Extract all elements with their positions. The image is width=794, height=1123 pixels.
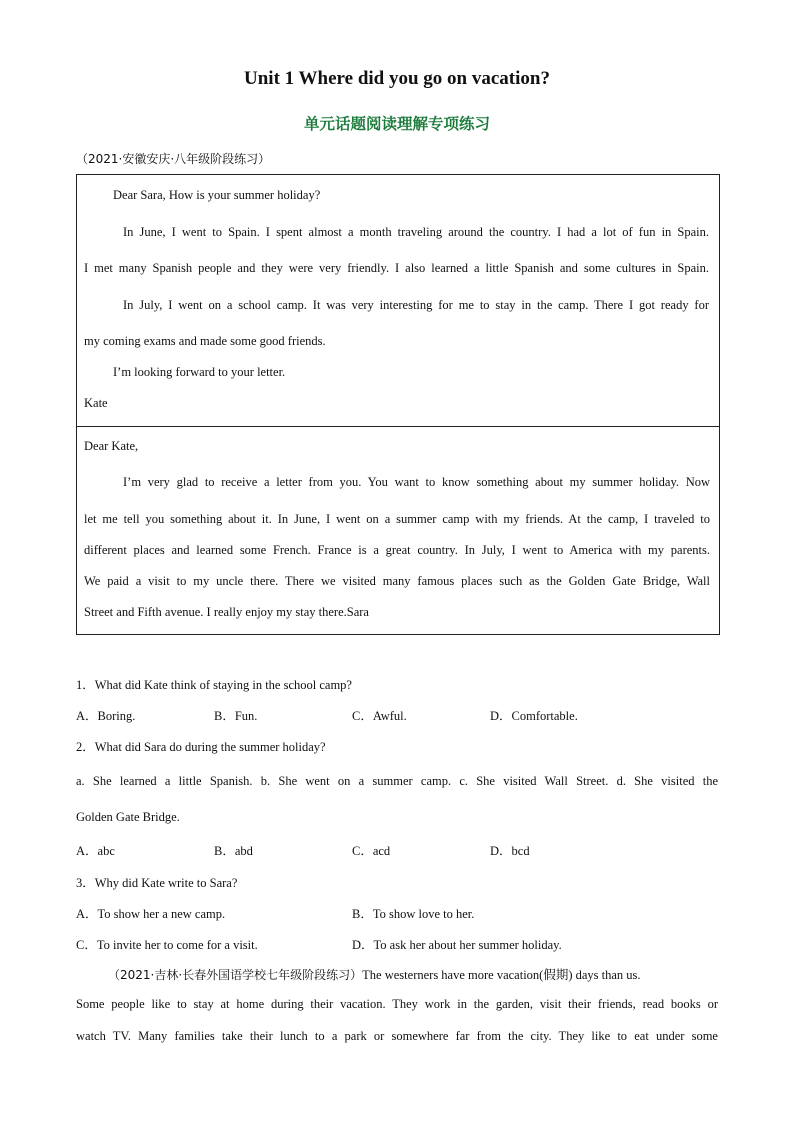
question-3-stem: 3．Why did Kate write to Sara? <box>76 876 238 890</box>
letter1-p2-line2: my coming exams and made some good friends. <box>84 334 326 348</box>
letter2-line3: different places and learned some French. France is a great country. In July, I went to America with my parents. <box>84 543 710 557</box>
letter1-p1-line1: In June, I went to Spain. I spent almost a month traveling around the country. I had a lot of fun in Spain. <box>123 225 709 239</box>
passage2-source: （2021·吉林·长春外国语学校七年级阶段练习） <box>108 968 363 982</box>
letter1-box <box>76 174 720 427</box>
page-subtitle: 单元话题阅读理解专项练习 <box>303 115 490 133</box>
letter1-signature: Kate <box>84 396 108 410</box>
question-3-option-d[interactable]: D．To ask her about her summer holiday. <box>352 938 562 952</box>
question-1-option-d[interactable]: D．Comfortable. <box>490 709 578 723</box>
question-1-option-a[interactable]: A．Boring. <box>76 709 136 723</box>
letter1-p1-line2: I met many Spanish people and they were very friendly. I also learned a little Spanish and some cultures in Spain. <box>84 261 709 275</box>
letter1-greeting: Dear Sara, How is your summer holiday? <box>113 188 321 202</box>
letter2-line1: I’m very glad to receive a letter from you. You want to know something about my summer holiday. Now <box>123 475 710 489</box>
question-2-option-c[interactable]: C．acd <box>352 844 391 858</box>
question-3-option-b[interactable]: B．To show love to her. <box>352 907 475 921</box>
passage2-line1 <box>108 965 718 983</box>
letter2-box <box>76 426 720 635</box>
question-2-option-b[interactable]: B．abd <box>214 844 253 858</box>
letter2-line2: let me tell you something about it. In June, I went on a summer camp with my friends. At the camp, I traveled to <box>84 512 710 526</box>
question-1-option-c[interactable]: C．Awful. <box>352 709 407 723</box>
passage2-line2: Some people like to stay at home during their vacation. They work in the garden, visit their friends, read books or <box>76 997 718 1011</box>
letter1-p2-line1: In July, I went on a school camp. It was very interesting for me to stay in the camp. There I got ready for <box>123 298 709 312</box>
letter2-line5: Street and Fifth avenue. I really enjoy my stay there.Sara <box>84 605 369 619</box>
question-2-stem: 2．What did Sara do during the summer holiday? <box>76 740 326 754</box>
page-title: Unit 1 Where did you go on vacation? <box>244 68 550 89</box>
question-1-stem: 1．What did Kate think of staying in the school camp? <box>76 678 352 692</box>
letter2-line4: We paid a visit to my uncle there. There we visited many famous places such as the Golden Gate Bridge, Wall <box>84 574 710 588</box>
passage2-line3: watch TV. Many families take their lunch to a park or somewhere far from the city. They like to eat under some <box>76 1029 718 1043</box>
question-3-option-a[interactable]: A．To show her a new camp. <box>76 907 226 921</box>
question-1-option-b[interactable]: B．Fun. <box>214 709 258 723</box>
letter2-greeting: Dear Kate, <box>84 439 139 453</box>
question-2-statements-line1: a. She learned a little Spanish. b. She went on a summer camp. c. She visited Wall Street. d. She visited the <box>76 774 718 788</box>
passage2-line1-text: The westerners have more vacation(假期) days than us. <box>362 968 641 982</box>
question-3-option-c[interactable]: C．To invite her to come for a visit. <box>76 938 258 952</box>
passage1-source: （2021·安徽安庆·八年级阶段练习） <box>76 152 271 166</box>
letter1-closing: I’m looking forward to your letter. <box>113 365 286 379</box>
question-2-option-d[interactable]: D．bcd <box>490 844 530 858</box>
question-2-option-a[interactable]: A．abc <box>76 844 115 858</box>
question-2-statements-line2: Golden Gate Bridge. <box>76 810 180 824</box>
